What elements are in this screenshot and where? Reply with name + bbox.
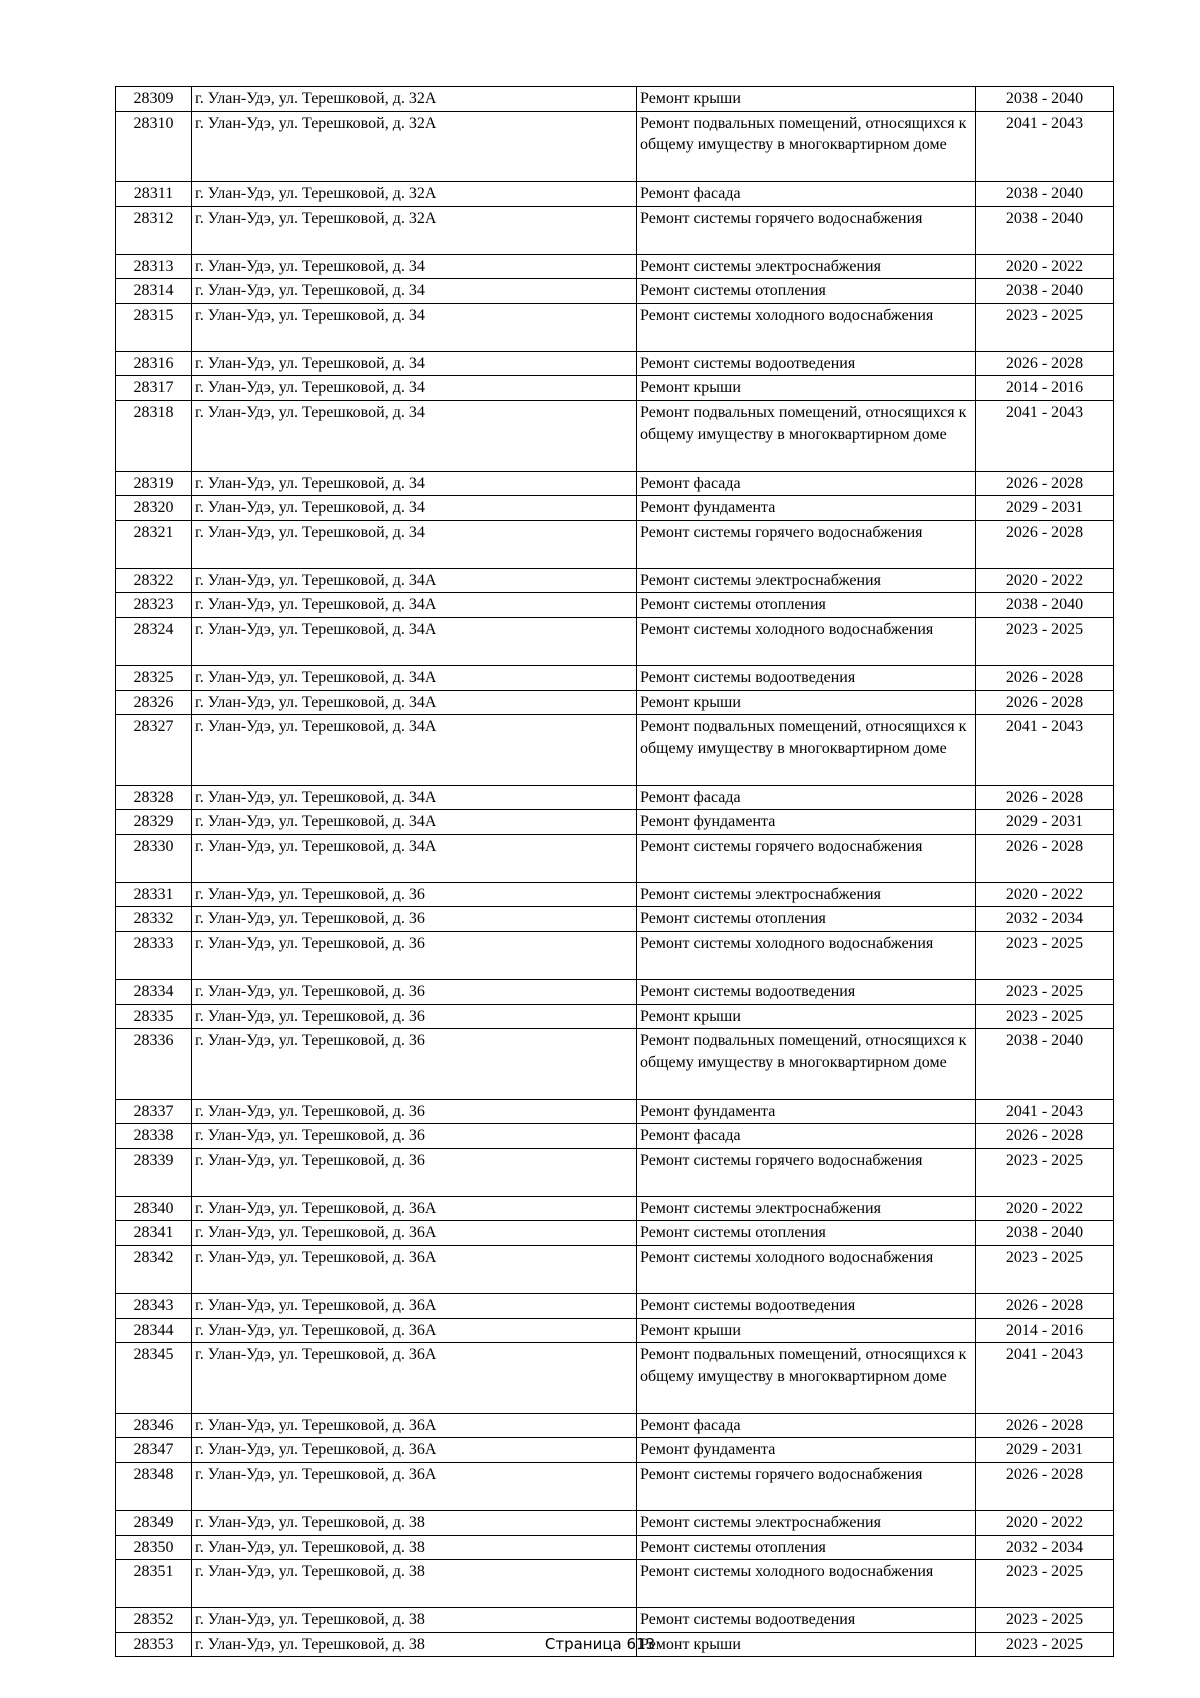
row-address: г. Улан-Удэ, ул. Терешковой, д. 36А bbox=[192, 1318, 637, 1343]
table-row bbox=[116, 810, 1114, 835]
row-number: 28343 bbox=[116, 1294, 192, 1319]
row-address: г. Улан-Удэ, ул. Терешковой, д. 36А bbox=[192, 1196, 637, 1221]
row-work-type: Ремонт подвальных помещений, относящихся к общему имуществу в многоквартирном доме bbox=[637, 111, 976, 182]
row-number: 28337 bbox=[116, 1099, 192, 1124]
row-work-type: Ремонт подвальных помещений, относящихся к общему имуществу в многоквартирном доме bbox=[637, 1343, 976, 1414]
table-row bbox=[116, 1318, 1114, 1343]
row-address: г. Улан-Удэ, ул. Терешковой, д. 36 bbox=[192, 1148, 637, 1196]
table-row bbox=[116, 593, 1114, 618]
table-row bbox=[116, 1246, 1114, 1294]
table-row bbox=[116, 665, 1114, 690]
row-number: 28324 bbox=[116, 617, 192, 665]
row-number: 28323 bbox=[116, 593, 192, 618]
row-number: 28352 bbox=[116, 1608, 192, 1633]
table-row bbox=[116, 690, 1114, 715]
row-number: 28309 bbox=[116, 87, 192, 112]
row-address: г. Улан-Удэ, ул. Терешковой, д. 34 bbox=[192, 351, 637, 376]
table-body bbox=[116, 87, 1114, 1657]
row-work-type: Ремонт системы горячего водоснабжения bbox=[637, 834, 976, 882]
row-number: 28319 bbox=[116, 471, 192, 496]
row-work-type: Ремонт фасада bbox=[637, 1413, 976, 1438]
row-work-type: Ремонт системы электроснабжения bbox=[637, 1510, 976, 1535]
row-number: 28328 bbox=[116, 785, 192, 810]
row-work-type: Ремонт фасада bbox=[637, 471, 976, 496]
table-row bbox=[116, 882, 1114, 907]
row-address: г. Улан-Удэ, ул. Терешковой, д. 34А bbox=[192, 665, 637, 690]
row-number: 28332 bbox=[116, 907, 192, 932]
row-address: г. Улан-Удэ, ул. Терешковой, д. 36 bbox=[192, 932, 637, 980]
table-row bbox=[116, 715, 1114, 786]
row-period: 2026 - 2028 bbox=[976, 1294, 1114, 1319]
row-period: 2014 - 2016 bbox=[976, 376, 1114, 401]
row-address: г. Улан-Удэ, ул. Терешковой, д. 34А bbox=[192, 690, 637, 715]
row-number: 28313 bbox=[116, 254, 192, 279]
row-work-type: Ремонт фасада bbox=[637, 1124, 976, 1149]
row-work-type: Ремонт крыши bbox=[637, 690, 976, 715]
row-address: г. Улан-Удэ, ул. Терешковой, д. 38 bbox=[192, 1608, 637, 1633]
table-row bbox=[116, 376, 1114, 401]
row-number: 28331 bbox=[116, 882, 192, 907]
table-row bbox=[116, 1413, 1114, 1438]
row-work-type: Ремонт подвальных помещений, относящихся к общему имуществу в многоквартирном доме bbox=[637, 1029, 976, 1100]
row-period: 2029 - 2031 bbox=[976, 1438, 1114, 1463]
row-work-type: Ремонт системы водоотведения bbox=[637, 1608, 976, 1633]
row-address: г. Улан-Удэ, ул. Терешковой, д. 34 bbox=[192, 471, 637, 496]
table-row bbox=[116, 1343, 1114, 1414]
row-address: г. Улан-Удэ, ул. Терешковой, д. 36А bbox=[192, 1438, 637, 1463]
row-address: г. Улан-Удэ, ул. Терешковой, д. 34А bbox=[192, 617, 637, 665]
row-period: 2041 - 2043 bbox=[976, 1099, 1114, 1124]
row-number: 28341 bbox=[116, 1221, 192, 1246]
row-number: 28316 bbox=[116, 351, 192, 376]
row-work-type: Ремонт системы холодного водоснабжения bbox=[637, 303, 976, 351]
row-work-type: Ремонт подвальных помещений, относящихся к общему имуществу в многоквартирном доме bbox=[637, 715, 976, 786]
table-row bbox=[116, 303, 1114, 351]
row-address: г. Улан-Удэ, ул. Терешковой, д. 34 bbox=[192, 303, 637, 351]
table-row bbox=[116, 471, 1114, 496]
row-work-type: Ремонт системы водоотведения bbox=[637, 980, 976, 1005]
table-row bbox=[116, 1535, 1114, 1560]
row-number: 28310 bbox=[116, 111, 192, 182]
row-address: г. Улан-Удэ, ул. Терешковой, д. 36А bbox=[192, 1462, 637, 1510]
row-work-type: Ремонт системы электроснабжения bbox=[637, 882, 976, 907]
row-number: 28314 bbox=[116, 279, 192, 304]
row-number: 28338 bbox=[116, 1124, 192, 1149]
row-work-type: Ремонт системы холодного водоснабжения bbox=[637, 932, 976, 980]
row-number: 28312 bbox=[116, 206, 192, 254]
row-work-type: Ремонт системы холодного водоснабжения bbox=[637, 1560, 976, 1608]
row-number: 28317 bbox=[116, 376, 192, 401]
table-row bbox=[116, 932, 1114, 980]
row-number: 28315 bbox=[116, 303, 192, 351]
row-number: 28329 bbox=[116, 810, 192, 835]
row-work-type: Ремонт системы холодного водоснабжения bbox=[637, 617, 976, 665]
row-work-type: Ремонт крыши bbox=[637, 1632, 976, 1657]
row-work-type: Ремонт крыши bbox=[637, 1004, 976, 1029]
row-number: 28320 bbox=[116, 496, 192, 521]
table-row bbox=[116, 496, 1114, 521]
row-period: 2041 - 2043 bbox=[976, 111, 1114, 182]
row-work-type: Ремонт фасада bbox=[637, 182, 976, 207]
repair-schedule-table bbox=[115, 86, 1114, 1657]
row-address: г. Улан-Удэ, ул. Терешковой, д. 32А bbox=[192, 111, 637, 182]
row-period: 2026 - 2028 bbox=[976, 834, 1114, 882]
row-number: 28326 bbox=[116, 690, 192, 715]
row-address: г. Улан-Удэ, ул. Терешковой, д. 34А bbox=[192, 715, 637, 786]
row-number: 28318 bbox=[116, 401, 192, 472]
row-period: 2026 - 2028 bbox=[976, 1124, 1114, 1149]
row-period: 2038 - 2040 bbox=[976, 182, 1114, 207]
row-number: 28334 bbox=[116, 980, 192, 1005]
table-row bbox=[116, 1029, 1114, 1100]
table-row bbox=[116, 568, 1114, 593]
row-address: г. Улан-Удэ, ул. Терешковой, д. 38 bbox=[192, 1632, 637, 1657]
row-number: 28344 bbox=[116, 1318, 192, 1343]
row-address: г. Улан-Удэ, ул. Терешковой, д. 34 bbox=[192, 279, 637, 304]
row-period: 2014 - 2016 bbox=[976, 1318, 1114, 1343]
row-address: г. Улан-Удэ, ул. Терешковой, д. 36 bbox=[192, 1124, 637, 1149]
row-address: г. Улан-Удэ, ул. Терешковой, д. 32А bbox=[192, 87, 637, 112]
row-period: 2032 - 2034 bbox=[976, 1535, 1114, 1560]
row-work-type: Ремонт системы электроснабжения bbox=[637, 254, 976, 279]
row-work-type: Ремонт системы отопления bbox=[637, 279, 976, 304]
row-work-type: Ремонт фундамента bbox=[637, 1438, 976, 1463]
row-period: 2023 - 2025 bbox=[976, 1148, 1114, 1196]
table-row bbox=[116, 401, 1114, 472]
table-row bbox=[116, 1510, 1114, 1535]
row-work-type: Ремонт системы отопления bbox=[637, 907, 976, 932]
row-period: 2023 - 2025 bbox=[976, 1246, 1114, 1294]
row-address: г. Улан-Удэ, ул. Терешковой, д. 34А bbox=[192, 785, 637, 810]
table-row bbox=[116, 785, 1114, 810]
row-period: 2023 - 2025 bbox=[976, 1632, 1114, 1657]
row-work-type: Ремонт системы отопления bbox=[637, 593, 976, 618]
row-period: 2026 - 2028 bbox=[976, 1413, 1114, 1438]
row-work-type: Ремонт системы горячего водоснабжения bbox=[637, 1462, 976, 1510]
page-number: Страница 613 bbox=[544, 1635, 656, 1653]
row-number: 28351 bbox=[116, 1560, 192, 1608]
row-address: г. Улан-Удэ, ул. Терешковой, д. 34А bbox=[192, 834, 637, 882]
row-period: 2038 - 2040 bbox=[976, 593, 1114, 618]
row-period: 2026 - 2028 bbox=[976, 471, 1114, 496]
table-row bbox=[116, 1462, 1114, 1510]
row-address: г. Улан-Удэ, ул. Терешковой, д. 34 bbox=[192, 496, 637, 521]
row-work-type: Ремонт системы отопления bbox=[637, 1221, 976, 1246]
table-row bbox=[116, 87, 1114, 112]
row-period: 2023 - 2025 bbox=[976, 1004, 1114, 1029]
row-address: г. Улан-Удэ, ул. Терешковой, д. 36А bbox=[192, 1221, 637, 1246]
row-number: 28350 bbox=[116, 1535, 192, 1560]
row-work-type: Ремонт системы горячего водоснабжения bbox=[637, 1148, 976, 1196]
row-period: 2023 - 2025 bbox=[976, 303, 1114, 351]
row-number: 28330 bbox=[116, 834, 192, 882]
row-period: 2038 - 2040 bbox=[976, 1029, 1114, 1100]
row-period: 2020 - 2022 bbox=[976, 1196, 1114, 1221]
row-address: г. Улан-Удэ, ул. Терешковой, д. 38 bbox=[192, 1535, 637, 1560]
row-address: г. Улан-Удэ, ул. Терешковой, д. 36А bbox=[192, 1294, 637, 1319]
row-number: 28327 bbox=[116, 715, 192, 786]
row-period: 2029 - 2031 bbox=[976, 810, 1114, 835]
row-number: 28339 bbox=[116, 1148, 192, 1196]
row-work-type: Ремонт крыши bbox=[637, 376, 976, 401]
row-work-type: Ремонт фундамента bbox=[637, 1099, 976, 1124]
row-address: г. Улан-Удэ, ул. Терешковой, д. 32А bbox=[192, 182, 637, 207]
row-period: 2041 - 2043 bbox=[976, 715, 1114, 786]
table-row bbox=[116, 907, 1114, 932]
row-number: 28322 bbox=[116, 568, 192, 593]
row-period: 2041 - 2043 bbox=[976, 401, 1114, 472]
row-period: 2023 - 2025 bbox=[976, 1608, 1114, 1633]
row-work-type: Ремонт фундамента bbox=[637, 810, 976, 835]
row-number: 28321 bbox=[116, 520, 192, 568]
row-address: г. Улан-Удэ, ул. Терешковой, д. 36 bbox=[192, 882, 637, 907]
row-work-type: Ремонт системы водоотведения bbox=[637, 351, 976, 376]
table-row bbox=[116, 1124, 1114, 1149]
row-period: 2023 - 2025 bbox=[976, 1560, 1114, 1608]
row-number: 28325 bbox=[116, 665, 192, 690]
row-work-type: Ремонт системы горячего водоснабжения bbox=[637, 206, 976, 254]
row-period: 2032 - 2034 bbox=[976, 907, 1114, 932]
row-address: г. Улан-Удэ, ул. Терешковой, д. 36 bbox=[192, 1099, 637, 1124]
row-address: г. Улан-Удэ, ул. Терешковой, д. 36А bbox=[192, 1343, 637, 1414]
table-row bbox=[116, 351, 1114, 376]
row-address: г. Улан-Удэ, ул. Терешковой, д. 34 bbox=[192, 520, 637, 568]
row-work-type: Ремонт фасада bbox=[637, 785, 976, 810]
row-address: г. Улан-Удэ, ул. Терешковой, д. 36А bbox=[192, 1246, 637, 1294]
row-work-type: Ремонт системы отопления bbox=[637, 1535, 976, 1560]
table-row bbox=[116, 1221, 1114, 1246]
table-row bbox=[116, 520, 1114, 568]
table-row bbox=[116, 1608, 1114, 1633]
row-number: 28346 bbox=[116, 1413, 192, 1438]
row-period: 2038 - 2040 bbox=[976, 87, 1114, 112]
row-work-type: Ремонт системы электроснабжения bbox=[637, 568, 976, 593]
row-number: 28336 bbox=[116, 1029, 192, 1100]
row-number: 28349 bbox=[116, 1510, 192, 1535]
table-row bbox=[116, 617, 1114, 665]
row-address: г. Улан-Удэ, ул. Терешковой, д. 36 bbox=[192, 907, 637, 932]
table-row bbox=[116, 1004, 1114, 1029]
row-period: 2026 - 2028 bbox=[976, 690, 1114, 715]
row-work-type: Ремонт фундамента bbox=[637, 496, 976, 521]
row-address: г. Улан-Удэ, ул. Терешковой, д. 36 bbox=[192, 1004, 637, 1029]
table-row bbox=[116, 206, 1114, 254]
row-address: г. Улан-Удэ, ул. Терешковой, д. 36А bbox=[192, 1413, 637, 1438]
row-period: 2038 - 2040 bbox=[976, 206, 1114, 254]
row-period: 2038 - 2040 bbox=[976, 279, 1114, 304]
row-period: 2020 - 2022 bbox=[976, 882, 1114, 907]
row-period: 2026 - 2028 bbox=[976, 1462, 1114, 1510]
table-row bbox=[116, 1148, 1114, 1196]
row-address: г. Улан-Удэ, ул. Терешковой, д. 34А bbox=[192, 593, 637, 618]
table-row bbox=[116, 1196, 1114, 1221]
table-row bbox=[116, 1294, 1114, 1319]
row-address: г. Улан-Удэ, ул. Терешковой, д. 32А bbox=[192, 206, 637, 254]
row-period: 2026 - 2028 bbox=[976, 785, 1114, 810]
row-address: г. Улан-Удэ, ул. Терешковой, д. 34А bbox=[192, 810, 637, 835]
table-row bbox=[116, 182, 1114, 207]
row-period: 2020 - 2022 bbox=[976, 1510, 1114, 1535]
row-period: 2023 - 2025 bbox=[976, 617, 1114, 665]
row-number: 28342 bbox=[116, 1246, 192, 1294]
table-row bbox=[116, 1560, 1114, 1608]
row-period: 2029 - 2031 bbox=[976, 496, 1114, 521]
row-work-type: Ремонт системы холодного водоснабжения bbox=[637, 1246, 976, 1294]
row-period: 2041 - 2043 bbox=[976, 1343, 1114, 1414]
row-work-type: Ремонт системы электроснабжения bbox=[637, 1196, 976, 1221]
table-row bbox=[116, 980, 1114, 1005]
row-work-type: Ремонт крыши bbox=[637, 1318, 976, 1343]
row-address: г. Улан-Удэ, ул. Терешковой, д. 38 bbox=[192, 1560, 637, 1608]
row-address: г. Улан-Удэ, ул. Терешковой, д. 38 bbox=[192, 1510, 637, 1535]
row-period: 2026 - 2028 bbox=[976, 520, 1114, 568]
row-address: г. Улан-Удэ, ул. Терешковой, д. 34А bbox=[192, 568, 637, 593]
table-row bbox=[116, 1438, 1114, 1463]
row-period: 2020 - 2022 bbox=[976, 254, 1114, 279]
row-number: 28353 bbox=[116, 1632, 192, 1657]
table-row bbox=[116, 279, 1114, 304]
row-number: 28348 bbox=[116, 1462, 192, 1510]
row-address: г. Улан-Удэ, ул. Терешковой, д. 34 bbox=[192, 401, 637, 472]
row-number: 28333 bbox=[116, 932, 192, 980]
row-period: 2026 - 2028 bbox=[976, 351, 1114, 376]
row-period: 2023 - 2025 bbox=[976, 980, 1114, 1005]
row-address: г. Улан-Удэ, ул. Терешковой, д. 34 bbox=[192, 254, 637, 279]
row-number: 28345 bbox=[116, 1343, 192, 1414]
row-period: 2038 - 2040 bbox=[976, 1221, 1114, 1246]
row-work-type: Ремонт крыши bbox=[637, 87, 976, 112]
row-number: 28340 bbox=[116, 1196, 192, 1221]
row-number: 28347 bbox=[116, 1438, 192, 1463]
row-work-type: Ремонт системы водоотведения bbox=[637, 1294, 976, 1319]
row-address: г. Улан-Удэ, ул. Терешковой, д. 36 bbox=[192, 1029, 637, 1100]
row-work-type: Ремонт системы горячего водоснабжения bbox=[637, 520, 976, 568]
row-period: 2020 - 2022 bbox=[976, 568, 1114, 593]
row-number: 28335 bbox=[116, 1004, 192, 1029]
table-row bbox=[116, 1099, 1114, 1124]
row-work-type: Ремонт системы водоотведения bbox=[637, 665, 976, 690]
row-address: г. Улан-Удэ, ул. Терешковой, д. 34 bbox=[192, 376, 637, 401]
row-period: 2026 - 2028 bbox=[976, 665, 1114, 690]
row-period: 2023 - 2025 bbox=[976, 932, 1114, 980]
table-row bbox=[116, 111, 1114, 182]
table-row bbox=[116, 834, 1114, 882]
row-address: г. Улан-Удэ, ул. Терешковой, д. 36 bbox=[192, 980, 637, 1005]
row-number: 28311 bbox=[116, 182, 192, 207]
table-row bbox=[116, 254, 1114, 279]
row-work-type: Ремонт подвальных помещений, относящихся к общему имуществу в многоквартирном доме bbox=[637, 401, 976, 472]
